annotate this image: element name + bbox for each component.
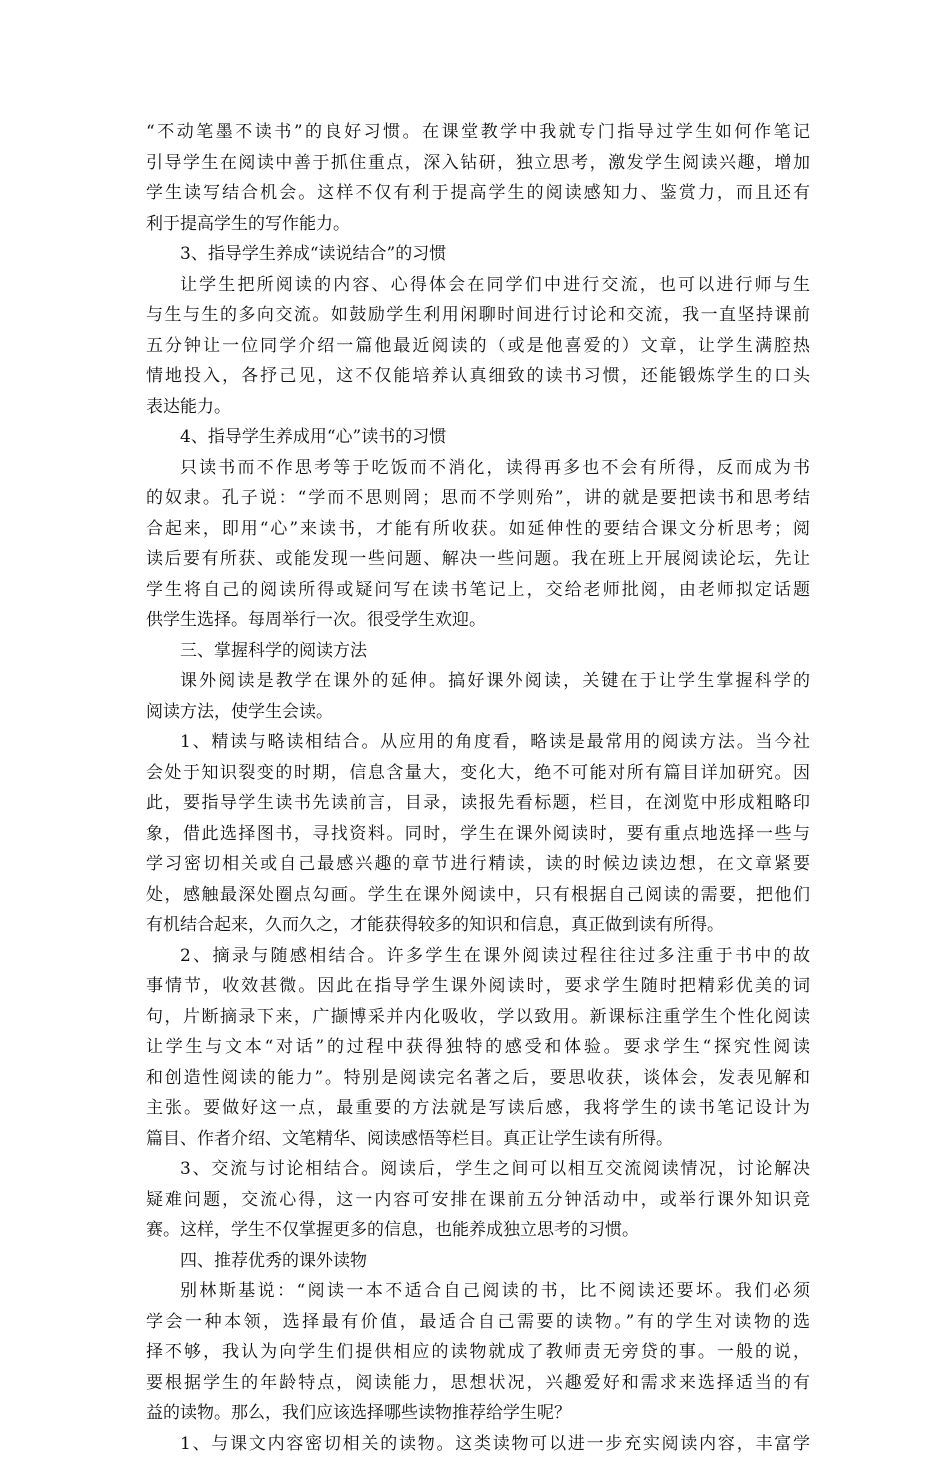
text-line: 合起来，即用“心”来读书，才能有所收获。如延伸性的要结合课文分析思考；阅 [146,514,810,545]
text-line: 有机结合起来，久而久之，才能获得较多的知识和信息，真正做到读有所得。 [146,910,810,941]
text-line: 事情节，收效甚微。因此在指导学生课外阅读时，要求学生随时把精彩优美的词 [146,971,810,1002]
text-line: 供学生选择。每周举行一次。很受学生欢迎。 [146,605,810,636]
text-line: 象，借此选择图书，寻找资料。同时，学生在课外阅读时，要有重点地选择一些与 [146,819,810,850]
text-line: 2、摘录与随感相结合。许多学生在课外阅读过程往往过多注重于书中的故 [146,941,810,972]
text-line: 赛。这样，学生不仅掌握更多的信息，也能养成独立思考的习惯。 [146,1215,810,1246]
text-line: 学会一种本领，选择最有价值，最适合自己需要的读物。”有的学生对读物的选 [146,1307,810,1338]
text-line: 1、精读与略读相结合。从应用的角度看，略读是最常用的阅读方法。当今社 [146,727,810,758]
text-line: 句，片断摘录下来，广撷博采并内化吸收，学以致用。新课标注重学生个性化阅读 [146,1002,810,1033]
text-line: 主张。要做好这一点，最重要的方法就是写读后感，我将学生的读书笔记设计为 [146,1093,810,1124]
text-line: 4、指导学生养成用“心”读书的习惯 [146,422,810,453]
document-page [146,117,810,1459]
text-line: 3、指导学生养成“读说结合”的习惯 [146,239,810,270]
text-line: 学生将自己的阅读所得或疑问写在读书笔记上，交给老师批阅，由老师拟定话题 [146,575,810,606]
text-line: 引导学生在阅读中善于抓住重点，深入钻研，独立思考，激发学生阅读兴趣，增加 [146,148,810,179]
text-line: 择不够，我认为向学生们提供相应的读物就成了教师责无旁贷的事。一般的说， [146,1337,810,1368]
text-line: 只读书而不作思考等于吃饭而不消化，读得再多也不会有所得，反而成为书 [146,453,810,484]
text-line: 三、掌握科学的阅读方法 [146,636,810,667]
text-line: 1、与课文内容密切相关的读物。这类读物可以进一步充实阅读内容，丰富学 [146,1429,810,1459]
text-line: 学习密切相关或自己最感兴趣的章节进行精读，读的时候边读边想，在文章紧要 [146,849,810,880]
text-line: 读后要有所获、或能发现一些问题、解决一些问题。我在班上开展阅读论坛，先让 [146,544,810,575]
text-line: 益的读物。那么，我们应该选择哪些读物推荐给学生呢？ [146,1398,810,1429]
text-line: 情地投入，各抒己见，这不仅能培养认真细致的读书习惯，还能锻炼学生的口头 [146,361,810,392]
text-line: 让学生与文本“对话”的过程中获得独特的感受和体验。要求学生“探究性阅读 [146,1032,810,1063]
text-line: 的奴隶。孔子说：“学而不思则罔；思而不学则殆”，讲的就是要把读书和思考结 [146,483,810,514]
text-line: 此，要指导学生读书先读前言，目录，读报先看标题，栏目，在浏览中形成粗略印 [146,788,810,819]
text-line: 3、交流与讨论相结合。阅读后，学生之间可以相互交流阅读情况，讨论解决 [146,1154,810,1185]
text-line: 五分钟让一位同学介绍一篇他最近阅读的（或是他喜爱的）文章，让学生满腔热 [146,331,810,362]
text-line: 别林斯基说：“阅读一本不适合自己阅读的书，比不阅读还要坏。我们必须 [146,1276,810,1307]
text-line: 课外阅读是教学在课外的延伸。搞好课外阅读，关键在于让学生掌握科学的 [146,666,810,697]
text-line: 表达能力。 [146,392,810,423]
text-line: 学生读写结合机会。这样不仅有利于提高学生的阅读感知力、鉴赏力，而且还有 [146,178,810,209]
text-line: 处，感触最深处圈点勾画。学生在课外阅读中，只有根据自己阅读的需要，把他们 [146,880,810,911]
text-line: “不动笔墨不读书”的良好习惯。在课堂教学中我就专门指导过学生如何作笔记 [146,117,810,148]
text-line: 会处于知识裂变的时期，信息含量大，变化大，绝不可能对所有篇目详加研究。因 [146,758,810,789]
text-line: 要根据学生的年龄特点，阅读能力，思想状况，兴趣爱好和需求来选择适当的有 [146,1368,810,1399]
text-line: 与生与生的多向交流。如鼓励学生利用闲聊时间进行讨论和交流，我一直坚持课前 [146,300,810,331]
text-line: 和创造性阅读的能力”。特别是阅读完名著之后，要思收获，谈体会，发表见解和 [146,1063,810,1094]
text-line: 阅读方法，使学生会读。 [146,697,810,728]
text-line: 利于提高学生的写作能力。 [146,209,810,240]
text-line: 让学生把所阅读的内容、心得体会在同学们中进行交流，也可以进行师与生 [146,270,810,301]
text-line: 篇目、作者介绍、文笔精华、阅读感悟等栏目。真正让学生读有所得。 [146,1124,810,1155]
text-line: 四、推荐优秀的课外读物 [146,1246,810,1277]
text-line: 疑难问题，交流心得，这一内容可安排在课前五分钟活动中，或举行课外知识竞 [146,1185,810,1216]
